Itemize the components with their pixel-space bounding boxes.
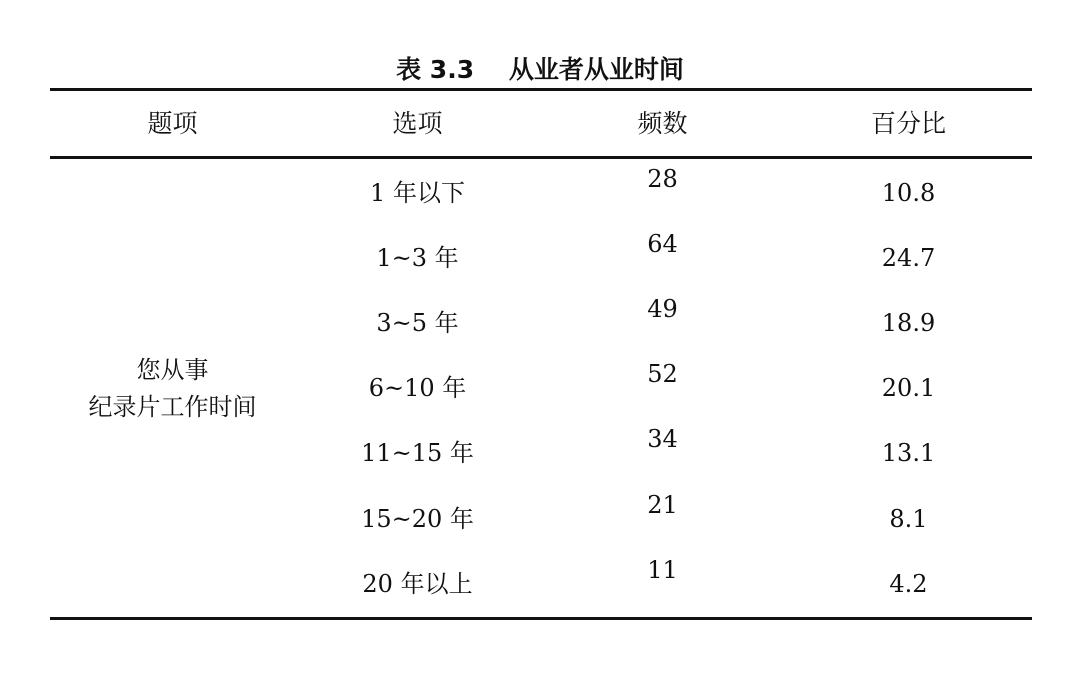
frequency-cell: 34: [647, 425, 678, 453]
table-row: [0, 290, 1080, 355]
header-percent: 百分比: [870, 109, 946, 138]
header-frequency: 频数: [637, 109, 688, 138]
table-row: [0, 160, 1080, 225]
header-item: 题项: [147, 109, 198, 138]
percent-cell: 20.1: [881, 374, 936, 402]
frequency-cell: 21: [647, 491, 678, 519]
option-cell: 6~10 年: [368, 374, 467, 402]
frequency-cell: 52: [647, 360, 678, 388]
option-cell: 20 年以上: [362, 570, 473, 598]
percent-cell: 4.2: [889, 570, 928, 598]
percent-cell: 24.7: [881, 244, 936, 272]
percent-cell: 13.1: [881, 439, 936, 467]
table-row: [0, 420, 1080, 485]
frequency-cell: 49: [647, 295, 678, 323]
option-cell: 1~3 年: [376, 244, 459, 272]
frequency-cell: 64: [647, 230, 678, 258]
option-cell: 1 年以下: [370, 179, 465, 207]
frequency-cell: 11: [647, 556, 678, 584]
option-cell: 3~5 年: [376, 309, 459, 337]
frequency-cell: 28: [647, 165, 678, 193]
bottom-rule: [50, 617, 1032, 620]
item-label-line1: 您从事: [136, 356, 209, 384]
table-row: [0, 355, 1080, 420]
table-caption: 表 3.3 从业者从业时间: [396, 55, 684, 84]
option-cell: 11~15 年: [361, 439, 474, 467]
header-option: 选项: [392, 109, 443, 138]
table-row: [0, 225, 1080, 290]
table-row: [0, 551, 1080, 616]
percent-cell: 10.8: [881, 179, 936, 207]
percent-cell: 8.1: [889, 505, 928, 533]
table-row: [0, 486, 1080, 551]
percent-cell: 18.9: [881, 309, 936, 337]
item-label-line2: 纪录片工作时间: [88, 393, 257, 421]
option-cell: 15~20 年: [361, 505, 474, 533]
